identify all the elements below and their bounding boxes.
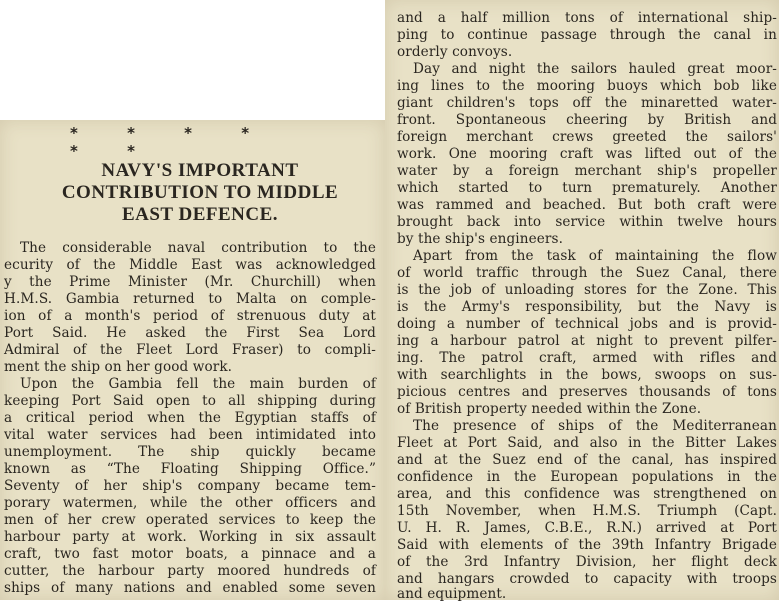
article-line: ing. The patrol craft, armed with rifles and	[397, 350, 777, 366]
article-line: craft, two fast motor boats, a pinnace and a	[4, 546, 376, 562]
article-line: known as “The Floating Shipping Office.”	[4, 461, 376, 477]
headline-line-3: EAST DEFENCE.	[121, 204, 279, 225]
article-line: ships of many nations and enabled some seven	[4, 580, 376, 596]
article-line: work. One mooring craft was lifted out of the	[397, 146, 777, 162]
article-line: 15th November, when H.M.S. Triumph (Capt.	[397, 503, 777, 519]
article-line: orderly convoys.	[397, 44, 513, 60]
article-line: ing lines to the mooring buoys which bob like	[397, 78, 777, 94]
article-line: Admiral of the Fleet Lord Fraser) to compli-	[4, 342, 376, 358]
article-line: Said with elements of the 39th Infantry Brigade	[397, 537, 777, 553]
ornamental-stars: * * * * * *	[70, 124, 272, 160]
article-line: harbour party at work. Working in six assault	[4, 529, 376, 545]
article-line: Apart from the task of maintaining the flow	[413, 248, 777, 264]
article-line: y the Prime Minister (Mr. Churchill) when	[4, 274, 376, 290]
article-line: of British property needed within the Zone.	[397, 401, 702, 417]
article-line: doing a number of technical jobs and is provid-	[397, 316, 777, 332]
article-line: brought back into service within twelve hours	[397, 214, 777, 230]
article-line: a critical period when the Egyptian staffs of	[4, 410, 376, 426]
article-line: Upon the Gambia fell the main burden of	[20, 376, 376, 392]
article-line: ping to continue passage through the canal in	[397, 27, 777, 43]
article-line: which started to turn prematurely. Another	[397, 180, 777, 196]
article-line: The presence of ships of the Mediterranean	[413, 418, 777, 434]
article-line: Port Said. He asked the First Sea Lord	[4, 325, 376, 341]
article-line: foreign merchant crews greeted the sailors'	[397, 129, 777, 145]
article-line: Day and night the sailors hauled great moor-	[413, 61, 777, 77]
article-line: front. Spontaneous cheering by British and	[397, 112, 777, 128]
article-line: by the ship's engineers.	[397, 231, 563, 247]
article-line: keeping Port Said open to all shipping during	[4, 393, 376, 409]
article-line: cutter, the harbour party moored hundreds of	[4, 563, 376, 579]
article-line: giant children's tops off the minaretted water-	[397, 95, 777, 111]
article-line: of world traffic through the Suez Canal, there	[397, 265, 777, 281]
article-line: ment the ship on her good work.	[4, 359, 233, 375]
article-line: The considerable naval contribution to the	[20, 240, 376, 256]
article-line: picious centres and preserves thousands of tons	[397, 384, 777, 400]
article-line: of the 3rd Infantry Division, her flight deck	[397, 554, 777, 570]
article-line: men of her crew operated services to keep the	[4, 512, 376, 528]
article-line: U. H. R. James, C.B.E., R.N.) arrived at Port	[397, 520, 777, 536]
article-line: unemployment. The ship quickly became	[4, 444, 376, 460]
article-line: and hangars crowded to capacity with troops	[397, 571, 777, 587]
article-line: confidence in the European populations in the	[397, 469, 777, 485]
article-line: and equipment.	[397, 586, 507, 602]
article-line: ing a harbour patrol at night to prevent pilfer-	[397, 333, 777, 349]
headline-line-1: NAVY'S IMPORTANT	[101, 160, 299, 181]
article-line: vital water services had been intimidated into	[4, 427, 376, 443]
headline-line-2: CONTRIBUTION TO MIDDLE	[61, 182, 339, 203]
article-line: and at the Suez end of the canal, has inspired	[397, 452, 777, 468]
article-line: ion of a month's period of strenuous duty at	[4, 308, 376, 324]
article-line: is the Army's responsibility, but the Navy is	[397, 299, 777, 315]
article-line: and a half million tons of international ship-	[397, 10, 777, 26]
article-line: Fleet at Port Said, and also in the Bitter Lakes	[397, 435, 777, 451]
article-line: water by a foreign merchant ship's propeller	[397, 163, 777, 179]
article-line: is the job of unloading stores for the Zone. This	[397, 282, 777, 298]
article-line: with searchlights in the bows, swoops on sus-	[397, 367, 777, 383]
article-line: area, and this confidence was strengthened on	[397, 486, 777, 502]
article-line: ecurity of the Middle East was acknowledged	[4, 257, 376, 273]
article-line: H.M.S. Gambia returned to Malta on comple-	[4, 291, 376, 307]
article-line: was rammed and beached. But both craft were	[397, 197, 777, 213]
article-line: porary watermen, while the other officers and	[4, 495, 376, 511]
article-line: Seventy of her ship's company became tem-	[4, 478, 376, 494]
